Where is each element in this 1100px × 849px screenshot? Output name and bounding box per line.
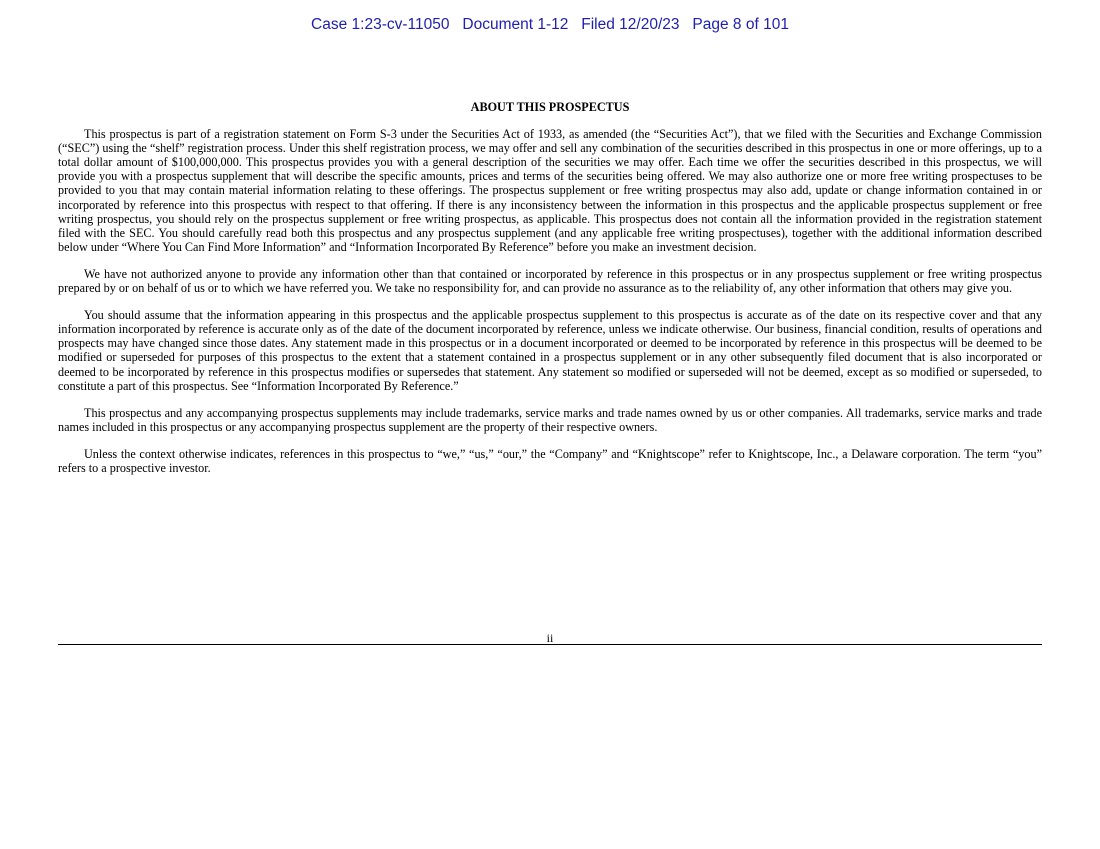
- paragraph-shelf-registration: This prospectus is part of a registration statement on Form S-3 under the Securities Act of 1933, as amended (the “Securities Act”), that we filed with the Securities and Exchange Commission (“SEC”) using the “shelf” registration process. Under this shelf registration process, we may offer and sell any combination of the securities described in this prospectus in one or more offerings, up to a total dollar amount of $100,000,000. This prospectus provides you with a general description of the securities we may offer. Each time we offer the securities described in this prospectus, we will provide you with a prospectus supplement that will describe the specific amounts, prices and terms of the securities being offered. We may also authorize one or more free writing prospectuses to be provided to you that may contain material information relating to these offerings. The prospectus supplement or free writing prospectus may also add, update or change information contained in or incorporated by reference into this prospectus with respect to that offering. If there is any inconsistency between the information in this prospectus and the applicable prospectus supplement or free writing prospectus, you should rely on the prospectus supplement or free writing prospectus, as applicable. This prospectus does not contain all the information provided in the registration statement filed with the SEC. You should carefully read both this prospectus and any prospectus supplement (and any applicable free writing prospectuses), together with the additional information described below under “Where You Can Find More Information” and “Information Incorporated By Reference” before you make an investment decision.: [58, 127, 1042, 254]
- paragraph-definitions: Unless the context otherwise indicates, references in this prospectus to “we,” “us,” “our,” the “Company” and “Knightscope” refer to Knightscope, Inc., a Delaware corporation. The term “you” refers to a prospective investor.: [58, 446, 1042, 475]
- paragraph-no-authorization: We have not authorized anyone to provide any information other than that contained or incorporated by reference in this prospectus or in any prospectus supplement or free writing prospectus prepared by or on behalf of us or to which we have referred you. We take no responsibility for, and can provide no assurance as to the reliability of, any other information that others may give you.: [58, 266, 1042, 296]
- page-number: ii: [546, 631, 554, 645]
- paragraph-trademarks: This prospectus and any accompanying prospectus supplements may include trademarks, service marks and trade names owned by us or other companies. All trademarks, service marks and trade names included in this prospectus or any accompanying prospectus supplement are the property of their respective owners.: [58, 405, 1042, 434]
- document-body: [58, 100, 1042, 488]
- section-title: ABOUT THIS PROSPECTUS: [470, 100, 630, 114]
- case-header-stamp: Case 1:23-cv-11050 Document 1-12 Filed 12/20/23 Page 8 of 101: [311, 16, 789, 33]
- footer-divider: [58, 644, 1042, 645]
- paragraph-information-accuracy: You should assume that the information appearing in this prospectus and the applicable prospectus supplement to this prospectus is accurate as of the date on its respective cover and that any information incorporated by reference is accurate only as of the date of the document incorporated by reference, unless we indicate otherwise. Our business, financial condition, results of operations and prospects may have changed since those dates. Any statement made in this prospectus or in a document incorporated or deemed to be incorporated by reference in this prospectus will be deemed to be modified or superseded for purposes of this prospectus to the extent that a statement contained in a prospectus supplement or in any other subsequently filed document that is also incorporated or deemed to be incorporated by reference in this prospectus modifies or supersedes that statement. Any statement so modified or superseded will not be deemed, except as so modified or superseded, to constitute a part of this prospectus. See “Information Incorporated By Reference.”: [58, 308, 1042, 393]
